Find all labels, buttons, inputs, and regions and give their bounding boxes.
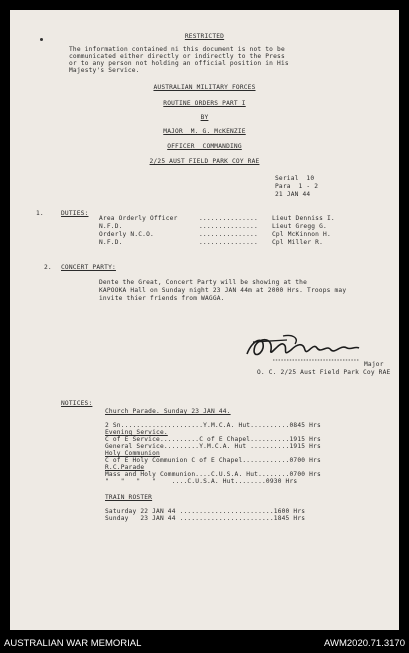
duty-dots: ............... xyxy=(199,223,258,230)
concert-number: 2. xyxy=(44,264,52,271)
notice-line-4: Majesty's Service. xyxy=(69,67,140,74)
major-heading: MAJOR M. G. McKENZIE xyxy=(163,128,246,135)
notice-line-1: The information contained ni this document is not to be xyxy=(69,46,285,53)
handwritten-signature xyxy=(243,332,363,366)
notice-line: " " " " ....C.U.S.A. Hut........0930 Hrs xyxy=(105,478,298,485)
notice-line: 2 Sn.....................Y.M.C.A. Hut..........0845 Hrs xyxy=(105,422,321,429)
duty-dots: ............... xyxy=(199,231,258,238)
duty-role: N.F.D. xyxy=(99,239,123,246)
footer-accession-number: AWM2020.71.3170 xyxy=(324,638,405,649)
notice-line: C of E Service..........C of E Chapel..........1915 Hrs xyxy=(105,436,321,443)
duty-name: Cpl McKinnon H. xyxy=(272,231,331,238)
officer-heading: OFFICER COMMANDING xyxy=(167,143,242,150)
duty-name: Cpl Miller R. xyxy=(272,239,324,246)
unit-heading: 2/25 AUST FIELD PARK COY RAE xyxy=(149,158,260,165)
footer-bar xyxy=(0,634,409,653)
restricted-heading: RESTRICTED xyxy=(184,33,225,40)
duty-name: Lieut Denniss I. xyxy=(272,215,335,222)
forces-heading: AUSTRALIAN MILITARY FORCES xyxy=(153,84,256,91)
notice-line: Holy Communion xyxy=(105,450,160,457)
duty-role: Area Orderly Officer xyxy=(99,215,178,222)
notice-line: General Service.........Y.M.C.A. Hut ..........1915 Hrs xyxy=(105,443,321,450)
serial-number: Serial 10 xyxy=(275,175,315,182)
roster-line: Saturday 22 JAN 44 ........................1600 Hrs xyxy=(105,508,306,515)
church-parade-title: Church Parade. Sunday 23 JAN 44. xyxy=(105,408,231,415)
duty-name: Lieut Gregg G. xyxy=(272,223,327,230)
order-date: 21 JAN 44 xyxy=(275,191,311,198)
duty-role: N.F.D. xyxy=(99,223,123,230)
train-roster-title: TRAIN ROSTER xyxy=(105,494,153,501)
document-page xyxy=(10,10,399,630)
concert-heading: CONCERT PARTY: xyxy=(61,264,116,271)
concert-line-3: invite thier friends from WAGGA. xyxy=(99,295,225,302)
notice-line: R.C.Parade xyxy=(105,464,145,471)
routine-heading: ROUTINE ORDERS PART I xyxy=(163,100,246,107)
by-heading: BY xyxy=(200,114,209,121)
footer-credit: AUSTRALIAN WAR MEMORIAL xyxy=(4,638,142,649)
concert-line-1: Dente the Great, Concert Party will be showing at the xyxy=(99,279,308,286)
duty-role: Orderly N.C.O. xyxy=(99,231,154,238)
signoff-rank: Major xyxy=(364,361,384,368)
notice-line-2: communicated either directly or indirectly to the Press xyxy=(69,53,285,60)
notice-line: Mass and Holy Communion....C.U.S.A. Hut........0700 Hrs xyxy=(105,471,321,478)
notice-line: Evening Service. xyxy=(105,429,168,436)
duty-dots: ............... xyxy=(199,215,258,222)
concert-line-2: KAPOOKA Hall on Sunday night 23 JAN 44m at 2000 Hrs. Troops may xyxy=(99,287,347,294)
duty-dots: ............... xyxy=(199,239,258,246)
duties-number: 1. xyxy=(36,210,44,217)
roster-line: Sunday 23 JAN 44 ........................1845 Hrs xyxy=(105,515,306,522)
duties-heading: DUTIES: xyxy=(61,210,89,217)
notice-line-3: or to any person not holding an official position in His xyxy=(69,60,289,67)
para-number: Para 1 - 2 xyxy=(275,183,319,190)
notice-line: C of E Holy Communion C of E Chapel............0700 Hrs xyxy=(105,457,321,464)
signoff-title: O. C. 2/25 Aust Field Park Coy RAE xyxy=(257,369,391,376)
notices-heading: NOTICES: xyxy=(61,400,93,407)
